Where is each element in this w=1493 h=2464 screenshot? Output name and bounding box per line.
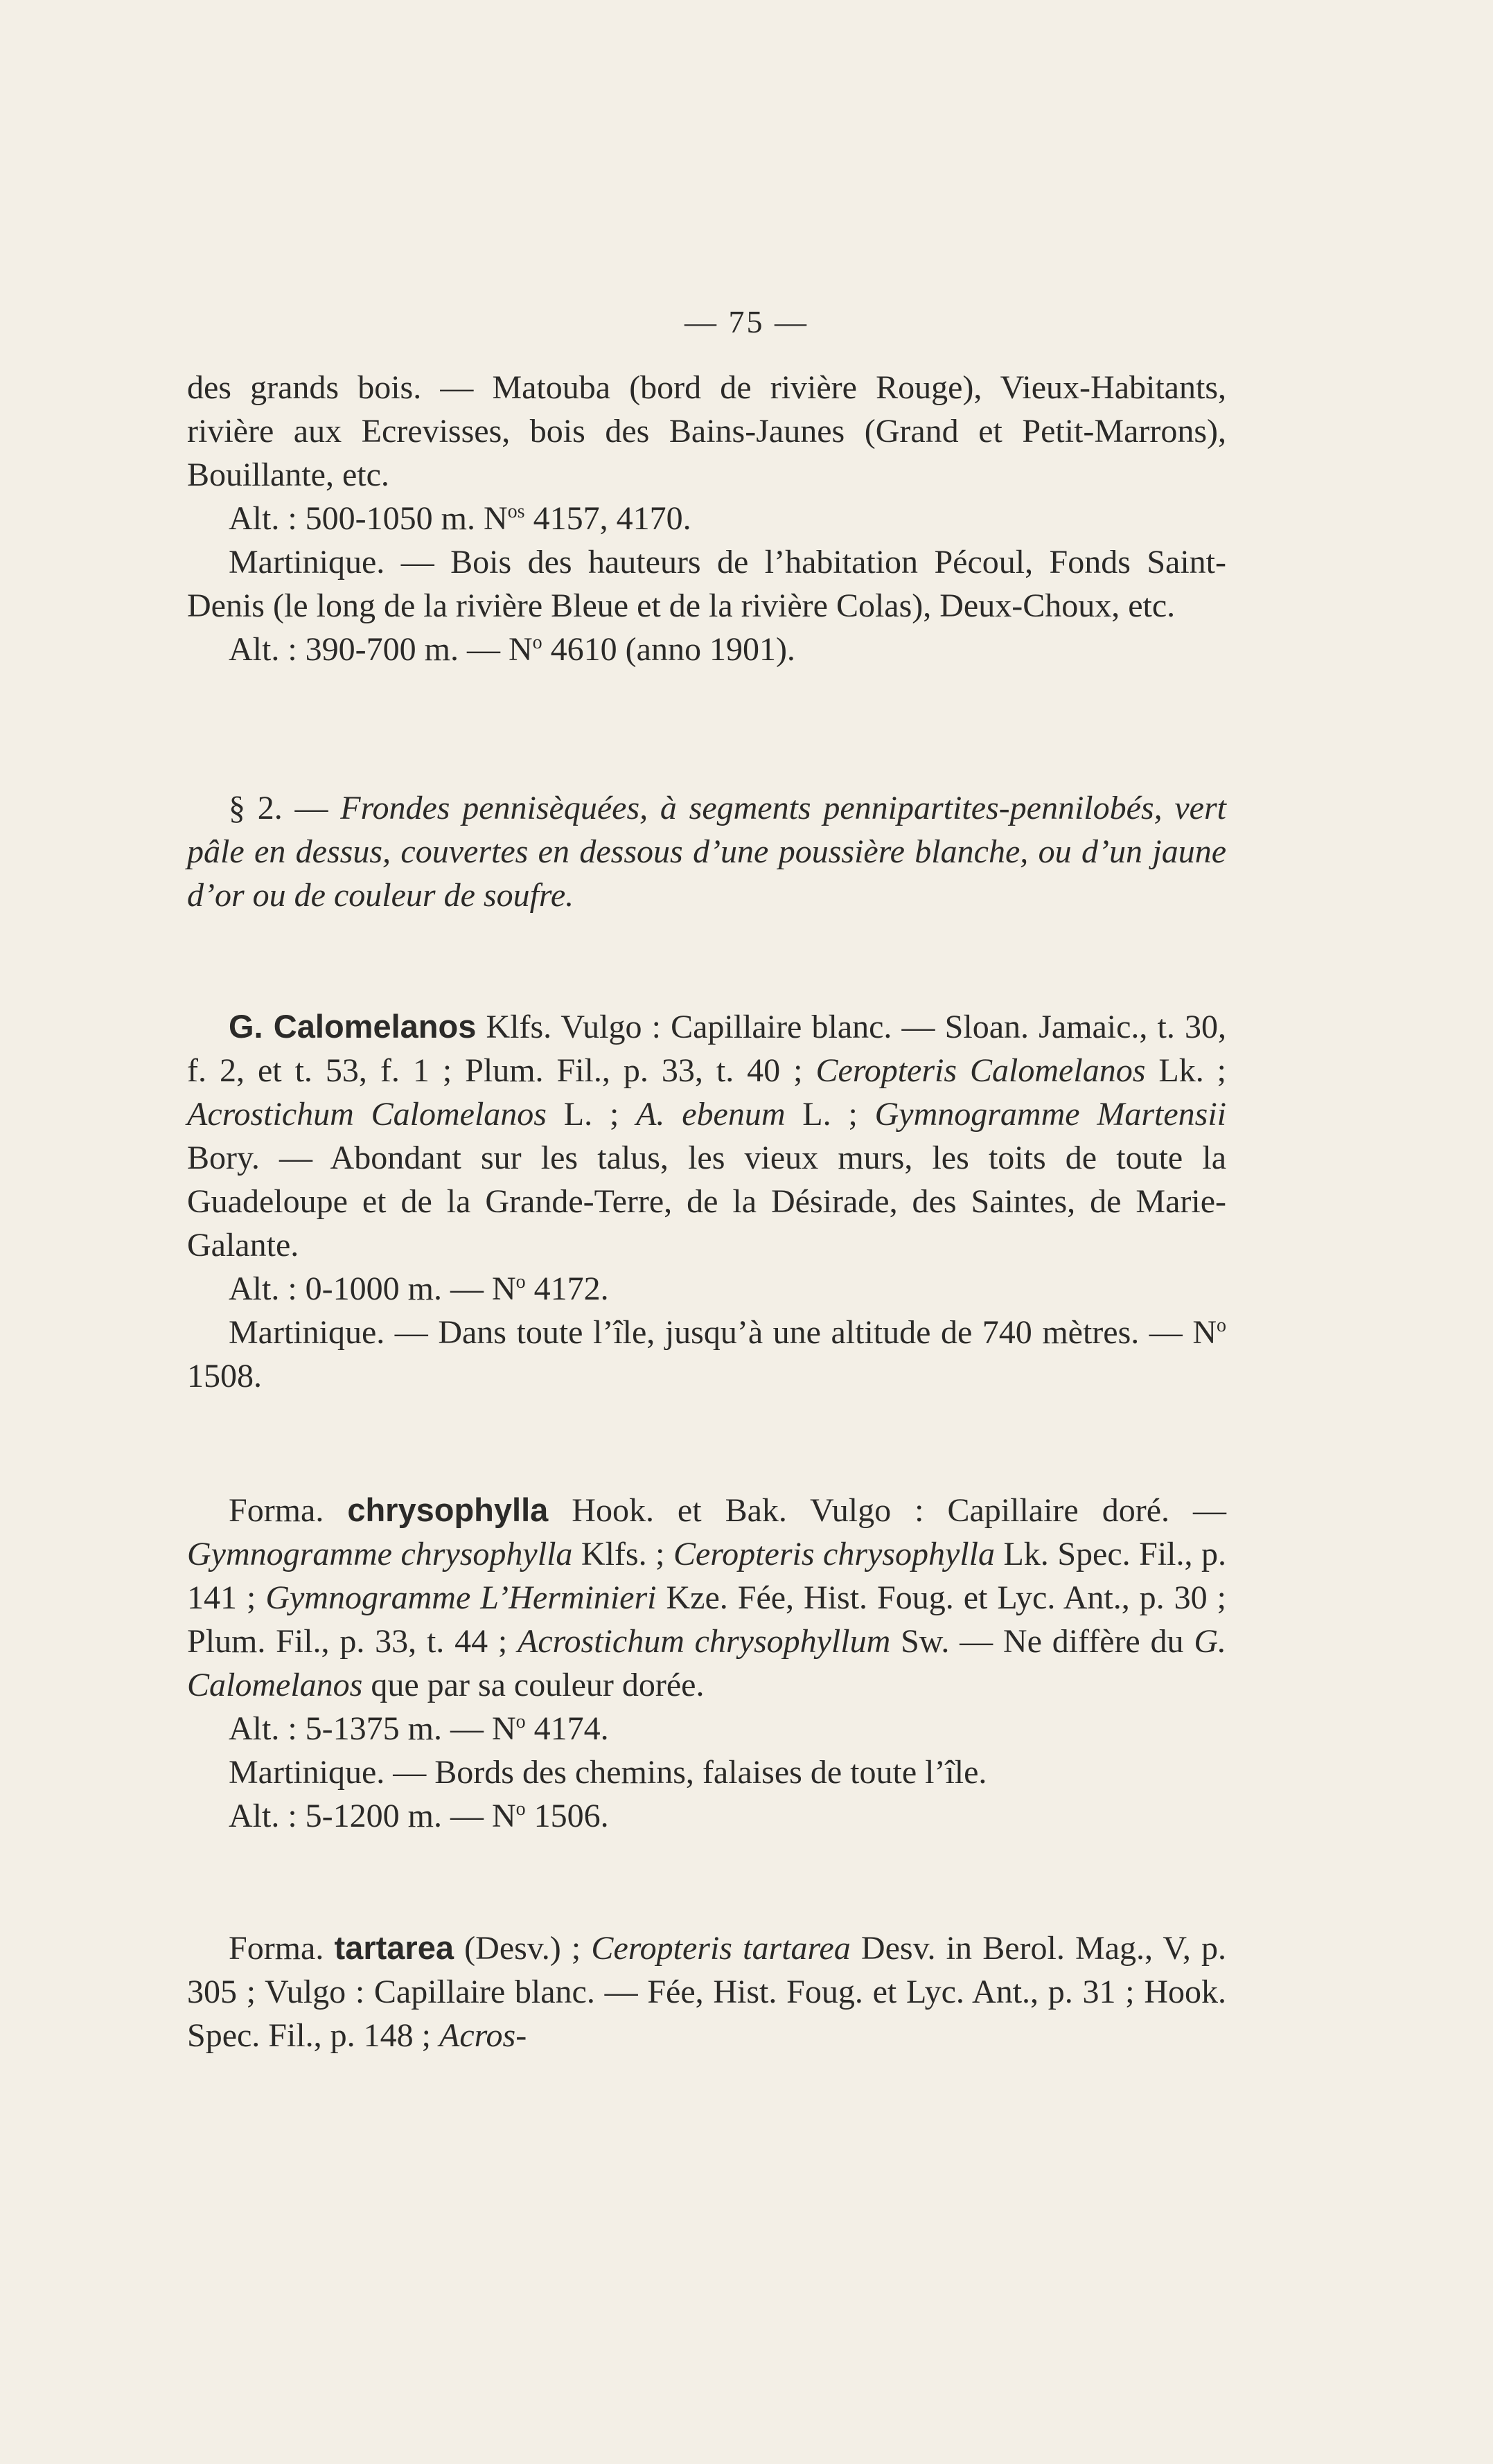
page-number: — 75 — bbox=[684, 304, 809, 339]
section-heading-2 bbox=[187, 786, 1226, 917]
entry-calomelanos bbox=[187, 1004, 1226, 1398]
entry-paragraph: G. Calomelanos Klfs. Vulgo : Capillaire blanc. — Sloan. Jamaic., t. 30, f. 2, et t. 53, f. 1 ; Plum. Fil., p. 33, t. 40 ; Ceropteris Calomelanos Lk. ; Acrostichum Calomelanos L. ; A. ebenum L. ; Gymnogramme Martensii Bory. — Abondant sur les talus, les vieux murs, les toits de toute la Guadeloupe et de la Grande-Terre, de la Désirade, des Saintes, de Marie-Galante. bbox=[187, 1008, 1227, 1264]
taxon-name: chrysophylla bbox=[347, 1491, 549, 1528]
entry-tartarea bbox=[187, 1926, 1226, 2057]
martinique-paragraph: Martinique. — Bois des hauteurs de l’habitation Pécoul, Fonds Saint-Denis (le long de la rivière Bleue et de la rivière Colas), Deux-Choux, etc. bbox=[187, 544, 1226, 624]
taxon-name: tartarea bbox=[334, 1929, 454, 1966]
altitude-line: Alt. : 5-1200 m. — $N^o$ 1506. bbox=[229, 1798, 609, 1834]
altitude-line: Alt. : 5-1375 m. — $N^o$ 4174. bbox=[229, 1710, 609, 1747]
paragraph: des grands bois. — Matouba (bord de rivière Rouge), Vieux-Habitants, rivière aux Ecrevisses, bois des Bains-Jaunes (Grand et Petit-Marrons), Bouillante, etc. bbox=[187, 369, 1226, 493]
martinique-paragraph: Martinique. — Bords des chemins, falaises de toute l’île. bbox=[229, 1754, 987, 1791]
altitude-line: Alt. : 500-1050 m. $N^{os}$ 4157, 4170. bbox=[229, 500, 691, 537]
entry-paragraph: Forma. tartarea (Desv.) ; Ceropteris tartarea Desv. in Berol. Mag., V, p. 305 ; Vulgo : Capillaire blanc. — Fée, Hist. Foug. et Lyc. Ant., p. 31 ; Hook. Spec. Fil., p. 148 ; Acros- bbox=[187, 1929, 1227, 2054]
altitude-line: Alt. : 0-1000 m. — $N^o$ 4172. bbox=[229, 1270, 609, 1307]
martinique-paragraph: Martinique. — Dans toute l’île, jusqu’à une altitude de 740 mètres. — $N^o$ 1508. bbox=[187, 1314, 1226, 1394]
entry-chrysophylla bbox=[187, 1488, 1226, 1838]
taxon-name: G. Calomelanos bbox=[229, 1008, 477, 1045]
entry-paragraph: Forma. chrysophylla Hook. et Bak. Vulgo : Capillaire doré. — Gymnogramme chrysophylla Klfs. ; Ceropteris chrysophylla Lk. Spec. Fil., p. 141 ; Gymnogramme L’Herminieri Kze. Fée, Hist. Foug. et Lyc. Ant., p. 30 ; Plum. Fil., p. 33, t. 44 ; Acrostichum chrysophyllum Sw. — Ne diffère du G. Calomelanos que par sa couleur dorée. bbox=[187, 1491, 1227, 1703]
text-block-guadeloupe-localities bbox=[187, 366, 1226, 671]
section-paragraph: § 2. — Frondes pennisèquées, à segments pennipartites-pennilobés, vert pâle en dessus, couvertes en dessous d’une poussière blanche, ou d’un jaune d’or ou de couleur de soufre. bbox=[187, 790, 1227, 914]
altitude-line: Alt. : 390-700 m. — $N^o$ 4610 (anno 1901). bbox=[229, 631, 795, 668]
